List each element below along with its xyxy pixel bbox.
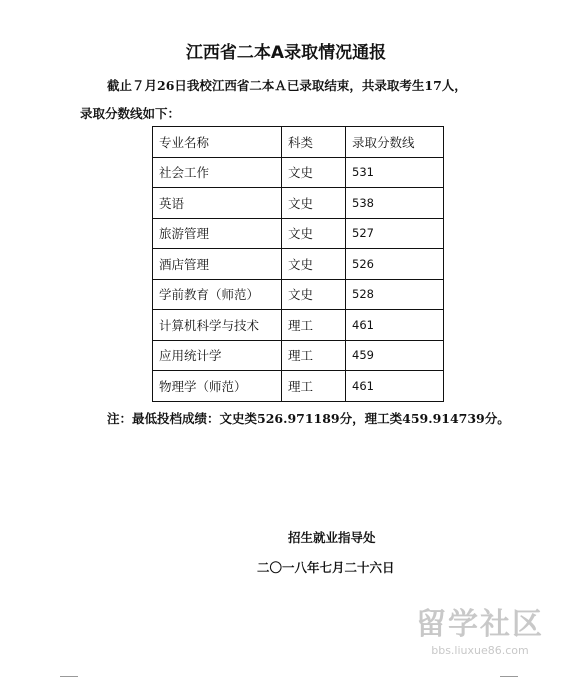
category: 文史 — [282, 249, 346, 280]
table-row — [153, 310, 444, 341]
table-row — [153, 340, 444, 371]
page-margin-mark — [500, 676, 518, 677]
table-row — [153, 218, 444, 249]
watermark-text: 留学社区 — [416, 607, 544, 642]
category: 理工 — [282, 371, 346, 402]
category: 文史 — [282, 218, 346, 249]
score: 461 — [346, 371, 444, 402]
category: 理工 — [282, 340, 346, 371]
table-row — [153, 371, 444, 402]
table-row — [153, 188, 444, 219]
score: 527 — [346, 218, 444, 249]
major-name: 社会工作 — [153, 157, 282, 188]
score: 538 — [346, 188, 444, 219]
major-name: 学前教育（师范） — [153, 279, 282, 310]
document-title: 江西省二本A录取情况通报 — [185, 43, 387, 63]
category: 理工 — [282, 310, 346, 341]
score: 526 — [346, 249, 444, 280]
category: 文史 — [282, 279, 346, 310]
table-header-row — [153, 127, 444, 158]
header-category: 科类 — [282, 127, 346, 158]
table-row — [153, 279, 444, 310]
watermark-logo — [400, 606, 560, 668]
major-name: 应用统计学 — [153, 340, 282, 371]
category: 文史 — [282, 157, 346, 188]
admission-score-table — [152, 126, 444, 402]
header-score: 录取分数线 — [346, 127, 444, 158]
major-name: 计算机科学与技术 — [153, 310, 282, 341]
table-row — [153, 157, 444, 188]
table-row — [153, 249, 444, 280]
intro-paragraph-line2: 录取分数线如下： — [80, 106, 181, 121]
major-name: 物理学（师范） — [153, 371, 282, 402]
issue-date: 二〇一八年七月二十六日 — [257, 560, 395, 575]
major-name: 英语 — [153, 188, 282, 219]
watermark-url: bbs.liuxue86.com — [431, 644, 529, 657]
intro-paragraph-line1: 截止７月26日我校江西省二本Ａ已录取结束，共录取考生17人， — [107, 78, 467, 93]
header-major: 专业名称 — [153, 127, 282, 158]
page-margin-mark — [60, 676, 78, 677]
score: 461 — [346, 310, 444, 341]
score: 528 — [346, 279, 444, 310]
score: 531 — [346, 157, 444, 188]
issuing-office: 招生就业指导处 — [288, 530, 376, 545]
major-name: 旅游管理 — [153, 218, 282, 249]
category: 文史 — [282, 188, 346, 219]
minimum-score-note: 注：最低投档成绩：文史类526.971189分，理工类459.914739分。 — [107, 411, 510, 426]
score: 459 — [346, 340, 444, 371]
major-name: 酒店管理 — [153, 249, 282, 280]
